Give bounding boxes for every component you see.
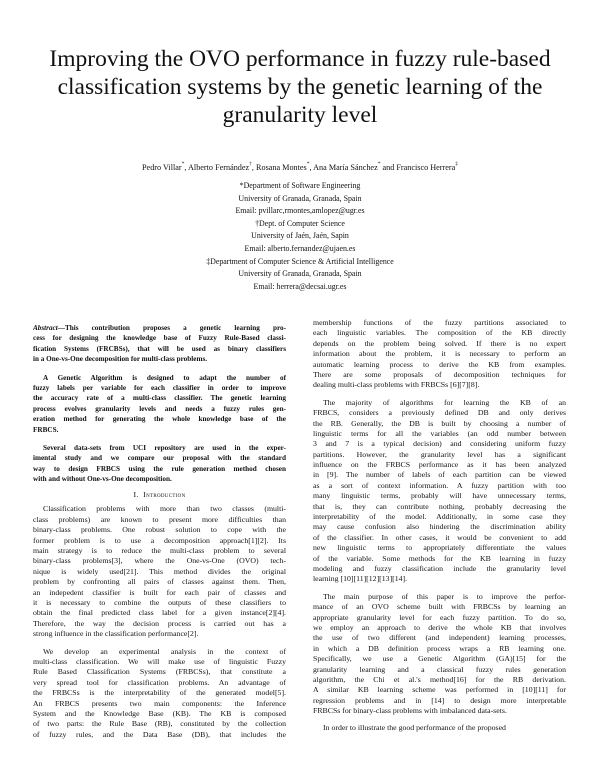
abstract-line: fication Systems (FRCBSs), that will be used as binary classifiers [33, 344, 286, 353]
paragraph [33, 504, 286, 639]
text-line: regression problems and in [14] to design more interpretable [313, 695, 566, 705]
text-line: multi-class classification. We will make use of linguistic Fuzzy [33, 656, 286, 666]
affiliation-line: University of Granada, Granada, Spain [238, 269, 362, 279]
text-line: information about the problem, it is necessary to perform an [313, 349, 566, 359]
text-line: that is, they can contribute nothing, probably decreasing the [313, 501, 566, 511]
affiliation-line: University of Granada, Granada, Spain [238, 193, 362, 203]
text-line: way to design FRBCS using the rule generation method chosen [33, 464, 286, 473]
text-line: main strategy is to reduce the multi-class problem to several [33, 546, 286, 556]
text-line: as a sort of context information. A fuzzy partition with too [313, 480, 566, 490]
text-line: many linguistic terms, probably will have unnecessary terms, [313, 491, 566, 501]
paragraph [313, 318, 566, 391]
text-line: The main purpose of this paper is to improve the perfor- [323, 591, 566, 601]
text-line: We develop an experimental analysis in the context of [43, 646, 286, 656]
text-line: may cause confusion also hindering the discrimination ability [313, 522, 566, 532]
text-line: appropriate granularity level for each fuzzy partition. To do so, [313, 612, 566, 622]
text-line: automatic learning process to derive the KB from examples. [313, 359, 566, 369]
abstract [33, 323, 286, 484]
text-line: In order to illustrate the good performance of the proposed [323, 723, 506, 733]
title-line: Improving the OVO performance in fuzzy rule-based [49, 46, 551, 72]
text-line: in which a DB definition process wraps a RB learning one. [313, 643, 566, 653]
text-line: the accuracy rate of a multi-class classifier. The genetic learning [33, 394, 286, 403]
text-line: each linguistic variables. The composition of the KB directly [313, 328, 566, 338]
abstract-label: Abstract [33, 324, 58, 332]
author-list: Pedro Villar*, Alberto Fernández†, Rosana Montes*, Ana María Sánchez* and Francisco Herrera‡ [142, 161, 458, 172]
author-name: Alberto Fernández [188, 163, 250, 172]
text-line: Specifically, we use a Genetic Algorithm (GA)[15] for the [313, 654, 566, 664]
text-line: binary-class problems. One robust solution to cope with the [33, 525, 286, 535]
text-line: FRBCS. [33, 425, 59, 434]
right-column [313, 318, 566, 734]
text-line: very spread tool for classification problems. An advantage of [33, 677, 286, 687]
text-line: An FRBCS presents two main components: the Inference [33, 698, 286, 708]
text-line: partitions. However, the granularity level has a significant [313, 449, 566, 459]
text-line: depends on the problem being solved. If there is no expert [313, 338, 566, 348]
text-line: granularity learning and a classical fuzzy rules generation [313, 664, 566, 674]
author-mark: * [181, 161, 185, 167]
author-mark: ‡ [455, 161, 458, 167]
abstract-line: in a One-vs-One decomposition for multi-class problems. [33, 355, 208, 364]
title-line: classification systems by the genetic learning of the [57, 74, 543, 100]
text-line: strong influence in the classification performance[2]. [33, 629, 199, 639]
author-name: Ana María Sánchez [313, 163, 378, 172]
text-line: A similar KB learning scheme was performed in [10][11] for [313, 685, 566, 695]
affiliation-line: Email: alberto.fernandez@ujaen.es [244, 243, 356, 253]
author-mark: * [377, 161, 381, 167]
title-line: granularity level [222, 102, 378, 128]
text-line: modeling and fuzzy classification include the granularity level [313, 563, 566, 573]
author-mark: † [249, 161, 252, 167]
text-line: former problem is to use a decomposition approach[1][2]. Its [33, 535, 286, 545]
text-line: dealing multi-class problems with FRBCSs [6][7][8]. [313, 380, 480, 390]
paragraph [313, 592, 566, 717]
abstract-line: Abstract—This contribution proposes a genetic learning pro- [33, 324, 286, 332]
text-line: in [9]. The number of labels of each partition can be viewed [313, 470, 566, 480]
text-line: The majority of algorithms for learning the KB of an [323, 397, 566, 407]
text-line: the FRBCSs is the interpretability of the generated model[5]. [33, 688, 286, 698]
text-line: membership functions of the fuzzy partitions associated to [313, 318, 566, 327]
affiliation-line: Email: pvillarc,rmontes,amlopez@ugr.es [235, 206, 365, 216]
text-line: it is necessary to combine the outputs of these classifiers to [33, 597, 286, 607]
text-line: of the variable. Some methods for the KB learning in fuzzy [313, 553, 566, 563]
paragraph [313, 398, 566, 585]
text-line: obtain the final predicted class label for a given instance[2][4]. [33, 608, 286, 618]
affiliation-line: ‡Department of Computer Science & Artificial Intelligence [206, 256, 394, 266]
affiliations [30, 180, 570, 293]
text-line: 3 and 7 is a typical decision) and considering uniform fuzzy [313, 439, 566, 449]
introduction-text-continued [313, 318, 566, 734]
text-line: new linguistic terms to appropriately differentiate the values [313, 543, 566, 553]
text-line: Rule Based Classification Systems (FRBCSs), that constitute a [33, 667, 286, 677]
affiliation-line: *Department of Software Engineering [239, 181, 361, 190]
text-line: interpretability of the model. Additionally, in some case they [313, 512, 566, 522]
text-line: binary-class problems[3], where the One-vs-One (OVO) tech- [33, 556, 286, 566]
text-line: the use of two different (and independent) learning processes, [313, 633, 566, 643]
text-line: nique is widely used[21]. This method divides the original [33, 566, 286, 576]
text-line: influence on the FRBCS performance as it has been analyzed [313, 460, 566, 470]
author-name: Francisco Herrera [396, 163, 456, 172]
text-line: the RB. Generally, the DB is built by choosing a number of [313, 418, 566, 428]
text-line: Several data-sets from UCI repository are used in the exper- [43, 443, 286, 452]
text-line: with and without One-vs-One decomposition. [33, 475, 172, 484]
text-line: imental study and we compare our proposal with the standard [33, 454, 286, 463]
text-line: FRBCSs for binary-class problems with imbalanced data-sets. [313, 706, 507, 716]
paper-title [40, 45, 560, 129]
text-line: process evolves granularity levels and needs a fuzzy rules gen- [33, 404, 286, 413]
text-line: an indepedent classifier is built for each pair of classes and [33, 587, 286, 597]
text-line: Therefore, the way the decision process is carried out has a [33, 618, 286, 628]
abstract-line: cess for designing the knowledge base of Fuzzy Rule-Based classi- [33, 334, 286, 343]
text-line: System and the Knowledge Base (KB). The KB is composed [33, 708, 286, 718]
author-mark: * [306, 161, 310, 167]
text-line: FRBCS, considers a previously defined DB and only derives [313, 408, 566, 418]
text-line: of two parts: the Rule Base (RB), constituted by the collection [33, 719, 286, 729]
section-heading: I. Introduction [133, 490, 186, 500]
text-line: There are some proposals of decomposition techniques for [313, 369, 566, 379]
text-line: problem by confronting all pairs of classes against them. Then, [33, 577, 286, 587]
text-line: mance of an OVO scheme built with FRBCSs by learning an [313, 602, 566, 612]
left-column [33, 323, 286, 740]
text-line: we employ an approach to derive the whole KB that involves [313, 622, 566, 632]
affiliation-line: Email: herrera@decsai.ugr.es [253, 281, 347, 291]
text-line: learning [10][11][12][13][14]. [313, 574, 408, 584]
affiliation-line: University of Jaén, Jaén, Sapin [251, 231, 349, 241]
introduction-text [33, 504, 286, 740]
text-line: eration method for generating the whole knowledge base of the [33, 415, 286, 424]
text-line: class problems) are known to present more difficulties than [33, 514, 286, 524]
paragraph [33, 647, 286, 741]
text-line: of the classifier. In other cases, it would be convenient to add [313, 532, 566, 542]
author-name: Pedro Villar [142, 163, 182, 172]
text-line: Classification problems with more than two classes (multi- [43, 504, 286, 514]
text-line: linguistic terms for all the variables (an odd number between [313, 428, 566, 438]
paragraph [313, 723, 566, 733]
text-line: A Genetic Algorithm is designed to adapt the number of [43, 373, 286, 382]
affiliation-line: †Dept. of Computer Science [255, 218, 345, 228]
author-name: Rosana Montes [256, 163, 307, 172]
text-line: of fuzzy rules, and the Data Base (DB), that includes the [33, 729, 286, 739]
text-line: algorithm, the Chi et al.'s method[16] for the RB derivation. [313, 674, 566, 684]
text-line: fuzzy labels per variable for each classifier in order to improve [33, 383, 286, 392]
